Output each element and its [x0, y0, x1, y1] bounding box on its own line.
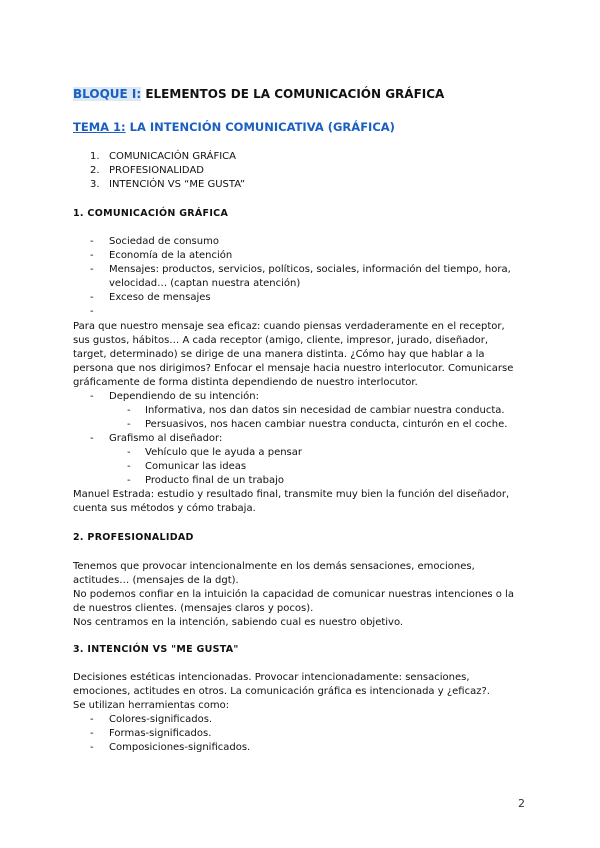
paragraph-line: sus gustos, hábitos… A cada receptor (amigo, cliente, impresor, jurado, diseñador, — [73, 335, 489, 346]
paragraph-line: Tenemos que provocar intencionalmente en los demás sensaciones, emociones, — [73, 561, 475, 572]
block-title — [73, 87, 444, 101]
sub-list-item: Persuasivos, nos hacen cambiar nuestra conducta, cinturón en el coche. — [145, 419, 508, 430]
paragraph-line: gráficamente de forma distinta dependiendo de nuestro interlocutor. — [73, 377, 418, 388]
bullet-dash: - — [127, 419, 131, 430]
list-item: Composiciones-significados. — [109, 742, 251, 753]
bullet-dash: - — [90, 742, 94, 753]
sub-list-item: Informativa, nos dan datos sin necesidad de cambiar nuestra conducta. — [145, 405, 505, 416]
paragraph-line: de nuestros clientes. (mensajes claros y pocos). — [73, 603, 314, 614]
paragraph-line: Para que nuestro mensaje sea eficaz: cuando piensas verdaderamente en el receptor, — [73, 321, 505, 332]
bullet-dash: - — [90, 433, 94, 444]
bullet-dash: - — [90, 236, 94, 247]
topic-label: TEMA 1: — [73, 120, 126, 134]
list-item-continued: velocidad… (captan nuestra atención) — [109, 278, 301, 289]
bullet-dash: - — [90, 714, 94, 725]
paragraph-line: No podemos confiar en la intuición la capacidad de comunicar nuestras intenciones o la — [73, 589, 514, 600]
sub-list-item: Comunicar las ideas — [145, 461, 247, 472]
bullet-dash: - — [90, 391, 94, 402]
index-number: 1. — [90, 151, 100, 162]
bullet-dash: - — [90, 250, 94, 261]
bullet-dash: - — [90, 264, 94, 275]
paragraph-line: target, determinado) se dirige de una manera distinta. ¿Cómo hay que hablar a la — [73, 349, 485, 360]
paragraph-line: Decisiones estéticas intencionadas. Provocar intencionadamente: sensaciones, — [73, 672, 470, 683]
list-item: Exceso de mensajes — [109, 292, 211, 303]
index-item: PROFESIONALIDAD — [109, 165, 204, 176]
list-item: Formas-significados. — [109, 728, 212, 739]
section-heading: 3. INTENCIÓN VS "ME GUSTA" — [73, 644, 239, 655]
paragraph-line: Manuel Estrada: estudio y resultado final, transmite muy bien la función del diseñador, — [73, 489, 510, 500]
block-label: BLOQUE I: — [73, 87, 142, 101]
bullet-dash: - — [127, 475, 131, 486]
bullet-dash: - — [90, 728, 94, 739]
paragraph-line: cuenta sus métodos y cómo trabaja. — [73, 503, 256, 514]
paragraph-line: persona que nos dirigimos? Enfocar el mensaje hacia nuestro interlocutor. Comunicarse — [73, 363, 514, 374]
paragraph-line: Nos centramos en la intención, sabiendo cual es nuestro objetivo. — [73, 617, 404, 628]
topic-title — [73, 120, 395, 134]
page-number: 2 — [518, 797, 525, 810]
index-number: 3. — [90, 179, 100, 190]
list-item: Grafismo al diseñador: — [109, 433, 223, 444]
bullet-dash: - — [127, 461, 131, 472]
list-item: Dependiendo de su intención: — [109, 391, 259, 402]
block-title-text: ELEMENTOS DE LA COMUNICACIÓN GRÁFICA — [141, 87, 445, 101]
section-heading: 1. COMUNICACIÓN GRÁFICA — [73, 208, 229, 219]
index-item: COMUNICACIÓN GRÁFICA — [109, 151, 236, 162]
bullet-dash: - — [90, 306, 94, 317]
bullet-dash: - — [127, 405, 131, 416]
bullet-dash: - — [90, 292, 94, 303]
list-item: Economía de la atención — [109, 250, 233, 261]
paragraph-line: actitudes… (mensajes de la dgt). — [73, 575, 239, 586]
list-item: Mensajes: productos, servicios, políticos, sociales, información del tiempo, hora, — [109, 264, 511, 275]
index-number: 2. — [90, 165, 100, 176]
list-item: Sociedad de consumo — [109, 236, 219, 247]
section-heading: 2. PROFESIONALIDAD — [73, 532, 194, 543]
paragraph-line: Se utilizan herramientas como: — [73, 700, 230, 711]
paragraph-line: emociones, actitudes en otros. La comunicación gráfica es intencionada y ¿eficaz?. — [73, 686, 490, 697]
topic-title-text: LA INTENCIÓN COMUNICATIVA (GRÁFICA) — [125, 120, 395, 134]
list-item: Colores-significados. — [109, 714, 213, 725]
sub-list-item: Producto final de un trabajo — [145, 475, 285, 486]
bullet-dash: - — [127, 447, 131, 458]
sub-list-item: Vehículo que le ayuda a pensar — [145, 447, 303, 458]
index-item: INTENCIÓN VS “ME GUSTA” — [109, 179, 246, 190]
